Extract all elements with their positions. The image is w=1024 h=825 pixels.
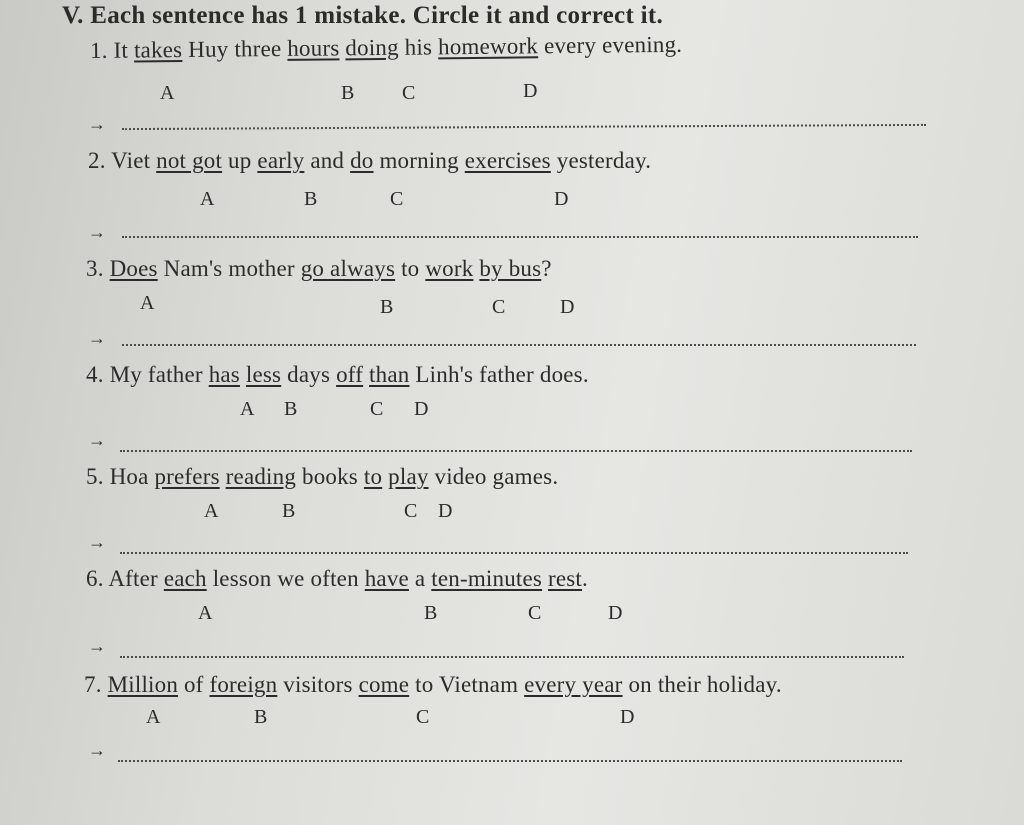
sentence: 7. Million of foreign visitors come to Vietnam every year on their holiday. <box>84 672 782 697</box>
label-a: A <box>204 500 219 522</box>
label-c: C <box>402 82 416 104</box>
label-c: C <box>390 188 404 210</box>
arrow-icon: → <box>88 532 106 552</box>
option-c-text[interactable]: off <box>336 362 364 387</box>
option-b-text[interactable]: less <box>245 362 282 387</box>
answer-line[interactable] <box>118 760 902 762</box>
label-d: D <box>438 500 453 522</box>
label-b: B <box>282 500 296 522</box>
label-c: C <box>370 398 384 420</box>
option-a-text[interactable]: prefers <box>154 464 220 489</box>
arrow-icon: → <box>88 222 106 242</box>
label-b: B <box>424 602 438 624</box>
option-d-text[interactable]: exercises <box>464 148 551 173</box>
option-b-text[interactable]: foreign <box>209 672 278 697</box>
answer-line[interactable] <box>122 124 926 130</box>
label-a: A <box>240 398 255 420</box>
label-b: B <box>254 706 268 728</box>
answer-line[interactable] <box>120 552 908 554</box>
option-a-text[interactable]: takes <box>133 37 183 63</box>
option-c-text[interactable]: do <box>350 148 374 173</box>
option-a-text[interactable]: Million <box>107 672 179 697</box>
label-b: B <box>304 188 318 210</box>
option-a-text[interactable]: has <box>208 362 240 387</box>
arrow-icon: → <box>88 430 106 450</box>
label-d: D <box>608 602 623 624</box>
option-c-text[interactable]: work <box>425 256 474 281</box>
label-a: A <box>160 82 175 104</box>
option-b-text[interactable]: go always <box>300 256 396 281</box>
option-c-text[interactable]: ten-minutes <box>431 566 543 591</box>
answer-line[interactable] <box>120 450 912 452</box>
option-c-text[interactable]: doing <box>345 34 399 61</box>
option-d-text[interactable]: by bus <box>479 256 542 281</box>
label-d: D <box>523 80 538 102</box>
arrow-icon: → <box>88 328 106 348</box>
sentence: 6. After each lesson we often have a ten-minutes rest. <box>86 566 588 591</box>
sentence: 2. Viet not got up early and do morning exercises yesterday. <box>88 148 652 173</box>
option-c-text[interactable]: come <box>358 672 410 697</box>
option-d-text[interactable]: play <box>388 464 429 489</box>
label-b: B <box>284 398 298 420</box>
label-a: A <box>146 706 161 728</box>
option-d-text[interactable]: homework <box>437 33 539 60</box>
option-b-text[interactable]: hours <box>287 35 340 61</box>
label-d: D <box>560 296 575 318</box>
option-b-text[interactable]: have <box>364 566 409 591</box>
label-a: A <box>198 602 213 624</box>
option-a-text[interactable]: Does <box>109 256 158 281</box>
option-d-text[interactable]: than <box>369 362 410 387</box>
option-a-text[interactable]: not got <box>156 148 223 173</box>
label-b: B <box>380 296 394 318</box>
option-b-text[interactable]: reading <box>225 464 297 489</box>
arrow-icon: → <box>88 740 106 760</box>
label-a: A <box>140 292 155 314</box>
label-c: C <box>404 500 418 522</box>
label-b: B <box>341 82 355 104</box>
answer-line[interactable] <box>122 236 918 238</box>
answer-line[interactable] <box>122 344 916 346</box>
label-d: D <box>554 188 569 210</box>
label-c: C <box>416 706 430 728</box>
label-c: C <box>492 296 506 318</box>
option-d-text[interactable]: rest <box>548 566 583 591</box>
option-a-text[interactable]: each <box>163 566 207 591</box>
label-c: C <box>528 602 542 624</box>
sentence: 3. Does Nam's mother go always to work by bus? <box>86 256 552 281</box>
sentence: 4. My father has less days off than Linh's father does. <box>86 362 589 387</box>
arrow-icon: → <box>88 114 106 134</box>
exercise-heading: V. Each sentence has 1 mistake. Circle it and correct it. <box>62 2 664 29</box>
answer-line[interactable] <box>120 656 904 658</box>
label-a: A <box>200 188 215 210</box>
arrow-icon: → <box>88 636 106 656</box>
option-c-text[interactable]: to <box>363 464 383 489</box>
sentence: 5. Hoa prefers reading books to play video games. <box>86 464 559 489</box>
sentence: 1. It takes Huy three hours doing his homework every evening. <box>89 31 683 63</box>
option-b-text[interactable]: early <box>257 148 305 173</box>
option-d-text[interactable]: every year <box>524 672 623 697</box>
label-d: D <box>620 706 635 728</box>
label-d: D <box>414 398 429 420</box>
